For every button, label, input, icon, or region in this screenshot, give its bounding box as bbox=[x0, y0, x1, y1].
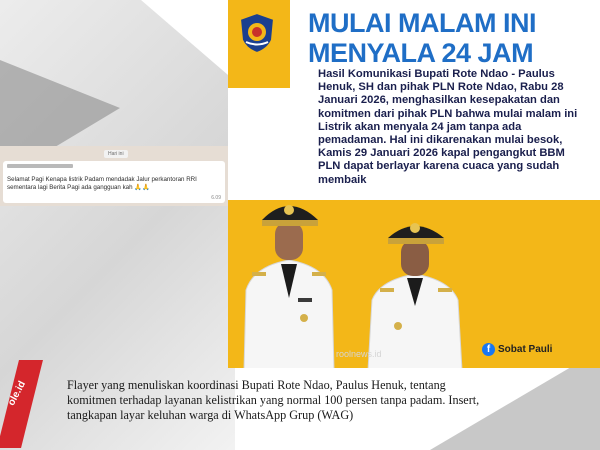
whatsapp-screenshot bbox=[0, 146, 228, 206]
whatsapp-sender-redacted bbox=[7, 164, 73, 168]
regent-photo bbox=[234, 180, 344, 368]
whatsapp-message-bubble bbox=[3, 161, 225, 203]
flyer-credit-text: Sobat Pauli bbox=[498, 344, 553, 355]
flyer-credit bbox=[482, 343, 552, 356]
regency-emblem-icon bbox=[238, 12, 276, 54]
flyer-image bbox=[228, 0, 600, 368]
whatsapp-message-text: Selamat Pagi Kenapa listrik Padam mendadak Jalur perkantoran RRI sementara lagi Berita Pagi ada gangguan kah 🙏🙏 bbox=[7, 176, 197, 192]
flyer-watermark: roolnews.id bbox=[336, 349, 382, 359]
site-logo-text: ole.id bbox=[6, 379, 29, 408]
whatsapp-day-label: Hari ini bbox=[104, 150, 128, 158]
image-caption: Flayer yang menuliskan koordinasi Bupati Rote Ndao, Paulus Henuk, tentang komitmen terhadap layanan kelistrikan yang normal 100 persen tanpa padam. Insert, tangkapan layar keluhan warga di WhatsApp Grup (WAG) bbox=[67, 378, 480, 422]
flyer-headline-line2: MENYALA 24 JAM bbox=[308, 38, 534, 68]
whatsapp-message-time: 6.09 bbox=[211, 195, 221, 201]
vice-regent-photo bbox=[358, 206, 473, 368]
flyer-body-text: Hasil Komunikasi Bupati Rote Ndao - Paulus Henuk, SH dan pihak PLN Rote Ndao, Rabu 28 Januari 2026, menghasilkan kesepakatan dan komitmen dari pihak PLN bahwa mulai malam ini Listrik akan menyala 24 jam tanpa ada pemadaman. Hal ini dikarenakan mulai besok, Kamis 29 Januari 2026 kapal pengangkut BBM PLN dapat berlayar karena cuaca yang sudah membaik bbox=[318, 68, 578, 186]
facebook-icon: f bbox=[482, 343, 495, 356]
flyer-headline bbox=[308, 8, 598, 68]
flyer-headline-line1: MULAI MALAM INI bbox=[308, 8, 536, 38]
